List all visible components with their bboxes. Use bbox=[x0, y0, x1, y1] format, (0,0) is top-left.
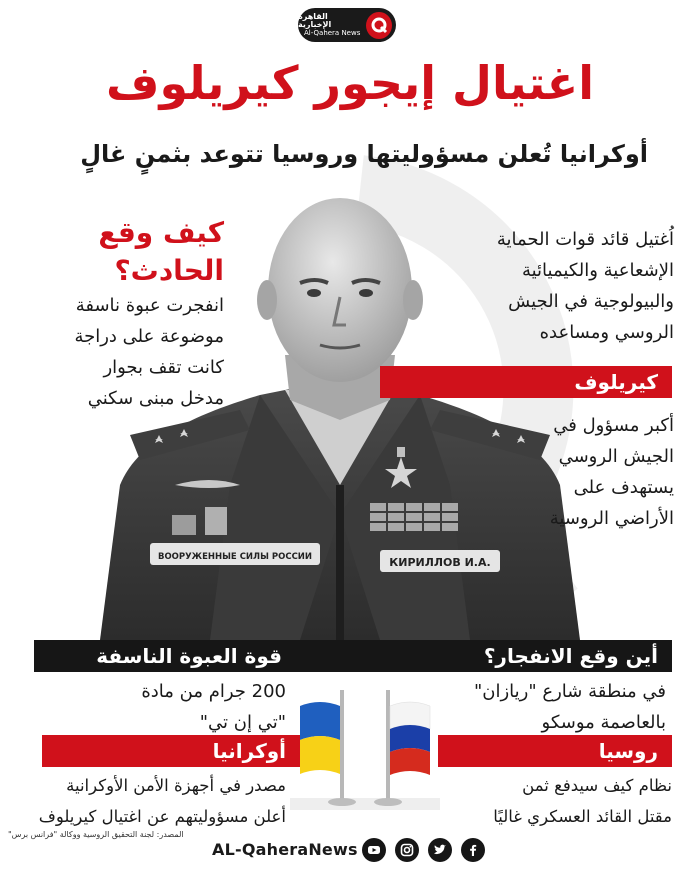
uniform-patch bbox=[150, 543, 320, 565]
where-line: في منطقة شارع "ريازان" bbox=[473, 681, 666, 702]
logo-arabic-text: القاهرة الإخبارية bbox=[298, 11, 332, 30]
kirillov-bar-label: كيريلوف bbox=[574, 370, 658, 394]
russia-bar-label: روسيا bbox=[598, 739, 658, 763]
how-line: انفجرت عبوة ناسفة bbox=[75, 295, 224, 316]
youtube-icon[interactable] bbox=[362, 838, 386, 862]
how-line: موضوعة على دراجة bbox=[74, 326, 224, 347]
bomb-power-text bbox=[46, 676, 286, 738]
russia-text bbox=[422, 770, 672, 832]
russia-line: مقتل القائد العسكري غاليًا bbox=[493, 807, 672, 826]
channel-logo bbox=[298, 8, 396, 42]
brand-name: AL-QaheraNews bbox=[212, 840, 358, 859]
page-title: اغتيال إيجور كيريلوف bbox=[106, 56, 594, 110]
how-line: كانت تقف بجوار bbox=[103, 357, 224, 378]
uniform-patch-text: ВООРУЖЕННЫЕ СИЛЫ РОССИИ bbox=[157, 552, 313, 562]
how-line: مدخل مبنى سكني bbox=[87, 388, 224, 409]
where-bar bbox=[296, 640, 672, 672]
bomb-power-line: 200 جرام من مادة bbox=[141, 681, 286, 702]
ukraine-line: مصدر في أجهزة الأمن الأوكرانية bbox=[66, 776, 286, 795]
instagram-icon[interactable] bbox=[395, 838, 419, 862]
how-heading-line1: كيف وقع bbox=[98, 216, 224, 249]
facebook-icon[interactable] bbox=[461, 838, 485, 862]
uniform-name-tag-text: КИРИЛЛОВ И.А. bbox=[389, 556, 491, 569]
where-bar-label: أين وقع الانفجار؟ bbox=[483, 644, 658, 668]
kirillov-line: أكبر مسؤول في bbox=[553, 415, 674, 436]
kirillov-bar bbox=[380, 366, 672, 398]
bomb-power-bar-label: قوة العبوة الناسفة bbox=[96, 644, 282, 668]
assassinated-line: اُغتيل قائد قوات الحماية bbox=[496, 229, 674, 250]
ukraine-line: أعلن مسؤوليتهم عن اغتيال كيريلوف bbox=[38, 807, 286, 826]
how-text bbox=[49, 290, 224, 414]
assassinated-text bbox=[454, 224, 674, 348]
twitter-icon[interactable] bbox=[428, 838, 452, 862]
where-text bbox=[426, 676, 666, 738]
assassinated-line: الإشعاعية والكيميائية bbox=[521, 260, 674, 281]
flags-illustration bbox=[290, 680, 440, 810]
kirillov-line: الأراضي الروسية bbox=[549, 508, 674, 529]
ukraine-bar bbox=[42, 735, 300, 767]
bomb-power-bar bbox=[34, 640, 296, 672]
social-links bbox=[362, 838, 485, 862]
logo-english-text: Al-Qahera News bbox=[304, 28, 361, 37]
source-credit: المصدر: لجنة التحقيق الروسية ووكالة "فرانس برس" bbox=[8, 830, 184, 839]
russia-line: نظام كيف سيدفع ثمن bbox=[522, 776, 672, 795]
how-heading-line2: الحادث؟ bbox=[114, 254, 224, 287]
ukraine-text bbox=[26, 770, 286, 832]
assassinated-line: والبيولوجية في الجيش bbox=[508, 291, 674, 312]
kirillov-line: يستهدف على bbox=[573, 477, 674, 498]
ukraine-flag-icon bbox=[300, 690, 356, 806]
kirillov-line: الجيش الروسي bbox=[558, 446, 674, 467]
how-heading bbox=[98, 214, 224, 290]
assassinated-line: الروسي ومساعده bbox=[539, 322, 674, 343]
al-qahera-logo-icon bbox=[366, 12, 392, 39]
ukraine-bar-label: أوكرانيا bbox=[212, 739, 286, 763]
page-subtitle: أوكرانيا تُعلن مسؤوليتها وروسيا تتوعد بثمنٍ غالٍ bbox=[80, 140, 648, 168]
kirillov-text bbox=[524, 410, 674, 534]
where-line: بالعاصمة موسكو bbox=[541, 712, 666, 733]
uniform-name-tag bbox=[380, 550, 500, 572]
russia-bar bbox=[438, 735, 672, 767]
bomb-power-line: "تي إن تي" bbox=[199, 712, 286, 733]
